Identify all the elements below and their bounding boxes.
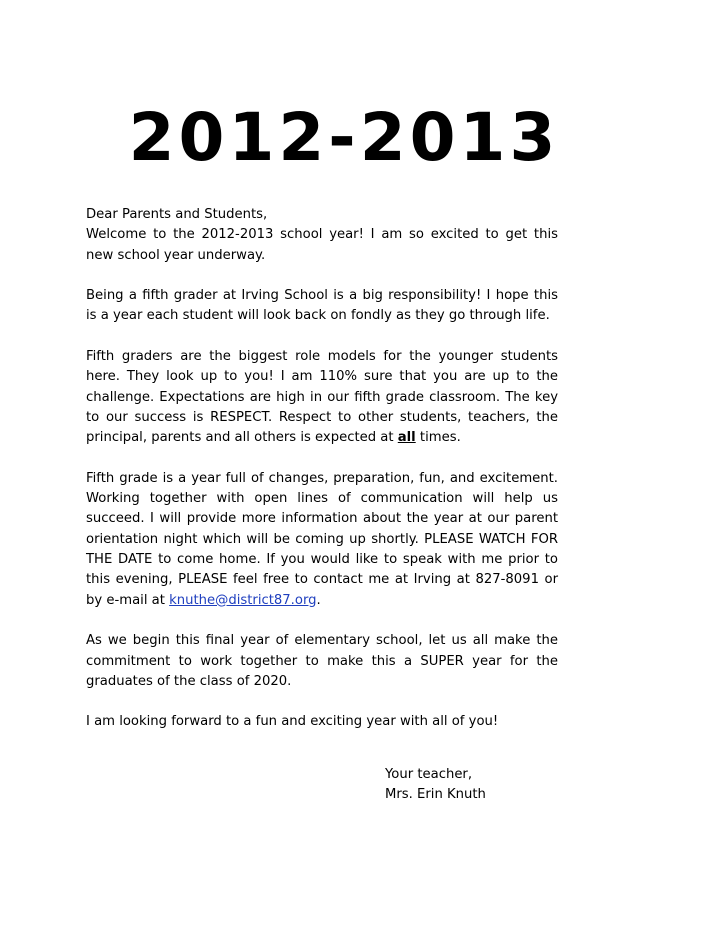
paragraph-role-models bbox=[86, 347, 558, 448]
emphasis-all: all bbox=[397, 430, 416, 446]
letter-body bbox=[86, 205, 558, 733]
paragraph-spacer bbox=[86, 611, 558, 631]
paragraph-contact bbox=[86, 469, 558, 611]
paragraph-welcome: Welcome to the 2012-2013 school year! I am so excited to get this new school year underway. bbox=[86, 227, 558, 263]
signature-closing: Your teacher, bbox=[385, 767, 473, 782]
paragraph-role-models-text: Fifth graders are the biggest role models for the younger students here. They look up to you! I am 110% sure that you are up to the challenge. Expectations are high in our fifth grade classroom. The key to our success is RESPECT. Respect to other students, teachers, the principal, parents and all others is expected at bbox=[86, 349, 558, 446]
signature-name: Mrs. Erin Knuth bbox=[385, 787, 486, 803]
paragraph-spacer bbox=[86, 692, 558, 712]
paragraph-spacer bbox=[86, 449, 558, 469]
paragraph-role-models-end: times. bbox=[415, 430, 461, 446]
email-link[interactable]: knuthe@district87.org bbox=[169, 592, 317, 608]
paragraph-responsibility: Being a fifth grader at Irving School is a big responsibility! I hope this is a year each student will look back on fondly as they go through life. bbox=[86, 288, 558, 324]
paragraph-contact-end: . bbox=[316, 592, 321, 608]
signature-block bbox=[385, 765, 486, 806]
paragraph-closing: I am looking forward to a fun and exciting year with all of you! bbox=[86, 714, 499, 730]
paragraph-spacer bbox=[86, 327, 558, 347]
paragraph-final-year: As we begin this final year of elementary school, let us all make the commitment to work together to make this a SUPER year for the graduates of the class of 2020. bbox=[86, 633, 558, 689]
paragraph-spacer bbox=[86, 266, 558, 286]
page-title: 2012-2013 bbox=[128, 99, 560, 176]
paragraph-contact-text: Fifth grade is a year full of changes, preparation, fun, and excitement. Working together with open lines of communication will help us succeed. I will provide more information about the year at our parent orientation night which will be coming up shortly. PLEASE WATCH FOR THE DATE to come home. If you would like to speak with me prior to this evening, PLEASE feel free to contact me at Irving at 827-8091 or by e-mail at bbox=[86, 470, 558, 608]
greeting: Dear Parents and Students, bbox=[86, 207, 268, 222]
